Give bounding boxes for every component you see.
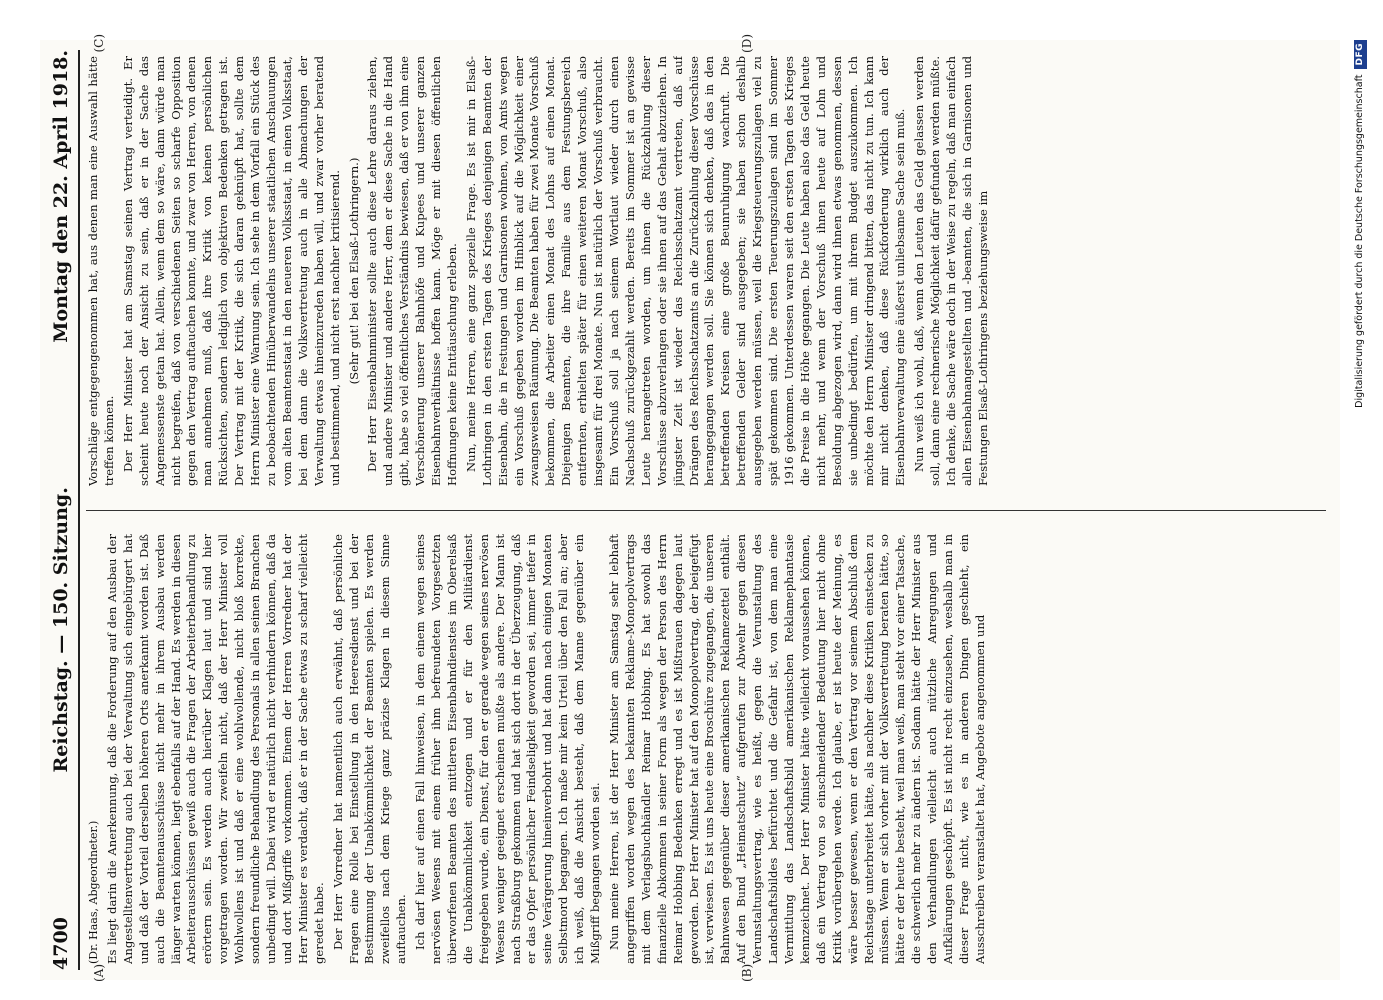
right-paragraph: Der Herr Minister hat am Samstag seinen Vertrag verteidigt. Er scheint heute noch der Ansicht zu sein, daß er in der Sache das Angemessenste getan hat. Allein, wenn dem so wäre, dann würde man nicht begreifen, daß von verschiedenen Seiten so scharfe Opposition gegen den Vertrag auftauchen konnte, und zwar von Herren, von denen man annehmen muß, daß ihre Kritik von keinen persönlichen Rücksichten, sondern lediglich von objektiven Bedenken getragen ist. Der Vertrag mit der Kritik, die sich daran geknüpft hat, sollte dem Herrn Minister eine Warnung sein. Ich sehe in dem Vorfall ein Stück des zu beobachtenden Hinüberwandelns unserer staatlichen Anschauungen vom alten Beamtenstaat in den neueren Volksstaat, in einen Volksstaat, bei dem dann die Volksvertretung auch in alle Abmachungen der Verwaltung etwas hineinzureden haben will, und zwar vorher beratend und bestimmend, und nicht erst nachher kritisierend. [120, 56, 342, 486]
session-date: Montag den 22. April 1918. [50, 50, 72, 343]
left-column [86, 534, 1326, 964]
right-column [86, 56, 1326, 486]
interjection: (Sehr gut! bei den Elsaß-Lothringern.) [346, 157, 361, 385]
column-divider [86, 510, 1326, 511]
page-header [48, 50, 74, 970]
left-paragraph: Der Herr Vorredner hat namentlich auch erwähnt, daß persönliche Fragen eine Rolle bei Einstellung in den Heeresdienst und bei der Bestimmung der Unabkömmlichkeit der Beamten spielen. Es werden zweifellos nach dem Kriege ganz präzise Klagen in diesem Sinne auftauchen. [330, 534, 409, 964]
right-paragraph: Nun, meine Herren, eine ganz spezielle Frage. Es ist mir in Elsaß-Lothringen in den ersten Tagen des Krieges denjenigen Beamten der Eisenbahn, die in Festungen und Garnisonen wohnen, von Amts wegen ein Vorschuß gegeben worden im Hinblick auf die Möglichkeit einer zwangsweisen Räumung. Die Beamten haben für zwei Monate Vorschuß bekommen, die Arbeiter einen Monat des Lohns auf einen Monat. Diejenigen Beamten, die ihre Familie aus dem Festungsbereich entfernten, erhielten später für einen weiteren Monat Vorschuß, also insgesamt für drei Monate. Nun ist natürlich der Vorschuß verbraucht. Ein Vorschuß soll ja nach seinem Wortlaut wieder durch einen Nachschuß zurückgezahlt werden. Bereits im Sommer ist an gewisse Leute herangetreten worden, um ihnen die Rückzahlung dieser Vorschüsse abzuverlangen oder sie ihnen auf das Gehalt abzuziehen. In jüngster Zeit ist wieder das Reichsschatzamt vertreten, daß auf Drängen des Reichsschatzamts an die Zurückzahlung dieser Vorschüsse herangegangen werden soll. Sie können sich denken, daß das in den betreffenden Kreisen eine große Beunruhigung wachruft. Die betreffenden Gelder sind ausgegeben; sie haben schon deshalb ausgegeben werden müssen, weil die Kriegsteuerungszulagen viel zu spät gekommen sind. Die ersten Teuerungszulagen sind im Sommer 1916 gekommen. Unterdessen waren seit den ersten Tagen des Krieges die Preise in die Höhe gegangen. Die Leute haben also das Geld heute nicht mehr, und wenn der Vorschuß ihnen heute auf Lohn und Besoldung abgezogen wird, dann wird ihnen etwas genommen, dessen sie unbedingt bedürfen, um mit ihrem Budget auszukommen. Ich möchte den Herrn Minister dringend bitten, das nicht zu tun. Ich kann mir nicht denken, daß diese Rückforderung wirklich auch der Eisenbahnverwaltung eine äußerst unliebsame Sache sein muß. [463, 56, 908, 486]
scanned-newspaper-page [40, 34, 1340, 982]
margin-mark-b: (B) [740, 963, 754, 982]
margin-mark-a: (A) [92, 963, 106, 982]
left-paragraph: Es liegt darin die Anerkennung, daß die Forderung auf den Ausbau der Angestelltenvertretung auch bei der Verwaltung sich eingebürgert hat und daß der Vorteil derselben höheren Orts anerkannt worden ist. Daß auch die Beamtenausschüsse nicht mehr in ihrem Ausbau werden länger warten können, liegt ebenfalls auf der Hand. Es werden in diesen Arbeiterausschüssen gewiß auch die Fragen der Arbeiterbehandlung zu erörtern sein. Es werden auch hierüber Klagen laut und sind hier vorgetragen worden. Wir zweifeln nicht, daß der Herr Minister voll Wohlwollens ist und daß er eine wohlwollende, nicht bloß korrekte, sondern freundliche Behandlung des Personals in allen seinen Branchen unbedingt will. Dabei wird er natürlich nicht verhindern können, daß da und dort Mißgriffe vorkommen. Einem der Herren Vorredner hat der Herr Minister es verdacht, daß er in der Sache etwas zu scharf vielleicht geredet habe. [104, 534, 326, 964]
margin-mark-d: (D) [740, 34, 754, 53]
right-paragraph: Nun weiß ich wohl, daß, wenn den Leuten das Geld gelassen werden soll, dann eine rechnerische Möglichkeit dafür gefunden werden müßte. Ich denke, die Sache wäre doch in der Weise zu regeln, daß man einfach allen Eisenbahnangestellten und -beamten, die sich in Garnisonen und Festungen Elsaß-Lothringens beziehungsweise im [912, 56, 990, 486]
right-paragraph: Der Herr Eisenbahnminister sollte auch diese Lehre daraus ziehen, und andere Minister und andere Herr, dem er diese Sache in die Hand gibt, habe so viel öffentliches Verständnis bewiesen, daß er von ihm eine Verschönerung unserer Bahnhöfe und Kupees und unserer ganzen Eisenbahnverhältnisse hoffen kann. Möge er mit diesen öffentlichen Hoffnungen keine Enttäuschung erleben. [365, 56, 459, 486]
session-title: Reichstag. — 150. Sitzung. [50, 487, 72, 773]
speaker-note: (Dr. Haas, Abgeordneter.) [87, 820, 100, 964]
page-number: 4700 [50, 917, 72, 970]
credit-text: Digitalisierung gefördert durch die Deutsche Forschungsgemeinschaft [1354, 74, 1365, 408]
margin-mark-c: (C) [92, 34, 106, 53]
dfg-logo: DFG [1354, 40, 1367, 69]
header-rule [78, 50, 80, 970]
rotated-page-content [40, 34, 1340, 982]
left-paragraph: Ich darf hier auf einen Fall hinweisen, in dem einem wegen seines nervösen Wesens mit einem früher ihm befreundeten Vorgesetzten überworfenen Beamten des mittleren Eisenbahndienstes im Oberelsaß die Unabkömmlichkeit entzogen und er für den Militärdienst freigegeben wurde, ein Dienst, für den er gerade wegen seines nervösen Wesens weniger geeignet erscheinen mußte als andere. Der Mann ist nach Straßburg gekommen und hat sich dort in der Überzeugung, daß er das Opfer persönlicher Feindseligkeit geworden sei, immer tiefer in seine Verärgerung hineinverbohrt und hat dann nach einigen Monaten Selbstmord begangen. Ich maße mir kein Urteil über den Fall an; aber ich weiß, daß die Ansicht besteht, daß dem Manne gegenüber ein Mißgriff begangen worden sei. [413, 534, 603, 964]
digitization-credit [1353, 40, 1367, 960]
right-paragraph: Vorschläge entgegengenommen hat, aus denen man eine Auswahl hätte treffen können. [86, 56, 116, 486]
left-paragraph: Nun meine Herren, ist der Herr Minister am Samstag sehr lebhaft angegriffen worden wegen des bekannten Reklame-Monopolvertrags mit dem Verlagsbuchhändler Reimar Hobbing. Es hat sowohl das finanzielle Abkommen in seiner Form als wegen der Person des Herrn Reimar Hobbing Bedenken erregt und es ist Mißtrauen dagegen laut geworden. Der Herr Minister hat auf den Monopolvertrag, der beigefügt ist, verwiesen. Es ist uns heute eine Broschüre zugegangen, die unseren Bahnwesen gegenüber dieser amerikanischen Reklamezettel enthält. Auf den Bund „Heimatschutz“ aufgerufen zur Abwehr gegen diesen Verunstaltungsvertrag, wie es heißt, gegen die Verunstaltung des Landschaftsbildes befürchtet und die Gefahr ist, von dem man eine Vermittlung das Landschaftsbild amerikanischen Reklamephantasie kennzeichnet. Der Herr Minister hätte vielleicht voraussehen können, daß ein Vertrag von so einschneidender Bedeutung hier nicht ohne Kritik vorübergehen werde. Ich glaube, er ist heute der Meinung, es wäre besser gewesen, wenn er den Vertrag vor seinem Abschluß dem Reichstage unterbreitet hätte, als nachher diese Kritiken einstecken zu müssen. Wenn er sich vorher mit der Volksvertretung beraten hätte, so hätte er der heute besteht, weil man weiß, man steht vor einer Tatsache, die schwerlich mehr zu ändern ist. Sodann hätte der Herr Minister aus den Verhandlungen vielleicht auch nützliche Anregungen und Aufklärungen geschöpft. Es ist nicht recht einzusehen, weshalb man in dieser Frage nicht, wie es in anderen Dingen geschieht, ein Ausschreiben veranstaltet hat, Angebote angenommen und [607, 534, 987, 964]
